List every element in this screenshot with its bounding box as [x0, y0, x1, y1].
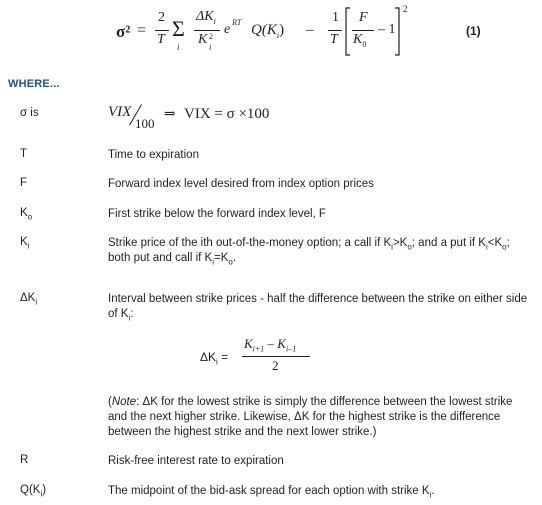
- symbol-sigma: σ is: [20, 107, 39, 119]
- frac4-denominator: $K_0$: [353, 32, 367, 49]
- frac2-den-sub: i: [209, 43, 212, 52]
- t-definition: Time to expiration: [108, 149, 199, 161]
- frac1-denominator: T: [157, 32, 165, 47]
- eq-bar: [242, 356, 310, 357]
- frac2-numerator: $\Delta K_i$: [196, 9, 216, 26]
- frac3-numerator: 1: [332, 10, 339, 25]
- frac1-bar: [155, 30, 169, 31]
- frac1-numerator: 2: [158, 10, 165, 25]
- symbol-t: T: [20, 148, 28, 160]
- summation-symbol: Σ: [172, 16, 185, 41]
- implies-arrow: ⇒: [164, 107, 176, 122]
- symbol-q: $Q(K_i)$: [20, 484, 47, 499]
- r-definition: Risk-free interest rate to expiration: [108, 455, 284, 467]
- q-definition: The midpoint of the bid-ask spread for each option with strike $K_i$.: [108, 485, 435, 500]
- eq-lhs: $\Delta K_i$ =: [200, 350, 229, 367]
- equation-number: (1): [466, 24, 481, 38]
- vix-numerator: VIX: [108, 104, 132, 120]
- frac4-bar: [352, 30, 374, 31]
- vix-denominator: 100: [135, 116, 155, 131]
- frac2-den-sup: 2: [209, 32, 213, 41]
- frac4-numerator: F: [359, 10, 368, 25]
- symbol-k0: $K_o$: [20, 207, 33, 222]
- q-term: $Q(K_i)$: [251, 22, 285, 40]
- ki-definition: Strike price of the ith out-of-the-money option; a call if $K_i>K_o$; and a put if $K_i<K_o$; both put and call if $K_i=K_o$.: [108, 237, 510, 267]
- where-heading: WHERE...: [8, 78, 60, 90]
- frac2-denominator: K: [198, 32, 208, 47]
- delta-ki-definition: Interval between strike prices - half the difference between the strike on either side of $K_i$:: [108, 293, 528, 323]
- outer-exponent: 2: [403, 4, 408, 14]
- main-formula: [0, 0, 542, 68]
- eq-denominator: 2: [272, 358, 279, 373]
- symbol-delta-ki: $\Delta K_i$: [20, 292, 38, 307]
- summation-index: i: [177, 42, 180, 52]
- delta-ki-equation: [200, 336, 320, 376]
- exp-power: RT: [232, 18, 242, 27]
- formula-equals: =: [137, 22, 147, 39]
- sigma-definition: [108, 104, 408, 134]
- symbol-ki: $K_i$: [20, 236, 30, 251]
- frac2-bar: [194, 30, 220, 31]
- formula-lhs: σ²: [116, 22, 131, 41]
- delta-k-note: (Note: ΔK for the lowest strike is simply the difference between the lowest strike and the next higher strike. Likewise, ΔK for the highest strike is the difference between the highest strike and the next lower strike.): [108, 396, 513, 438]
- k0-definition: First strike below the forward index level, F: [108, 208, 326, 220]
- exp-base: e: [224, 22, 231, 37]
- f-definition: Forward index level desired from index option prices: [108, 178, 374, 190]
- frac3-denominator: T: [330, 32, 338, 47]
- frac3-bar: [328, 30, 342, 31]
- formula-minus: –: [306, 22, 314, 38]
- symbol-r: R: [20, 454, 29, 466]
- vix-result: VIX = σ ×100: [184, 106, 270, 122]
- symbol-f: F: [20, 177, 28, 189]
- bracket-minus-one: – 1: [378, 22, 396, 37]
- eq-numerator: $K_{i+1} - K_{i-1}$: [244, 336, 297, 354]
